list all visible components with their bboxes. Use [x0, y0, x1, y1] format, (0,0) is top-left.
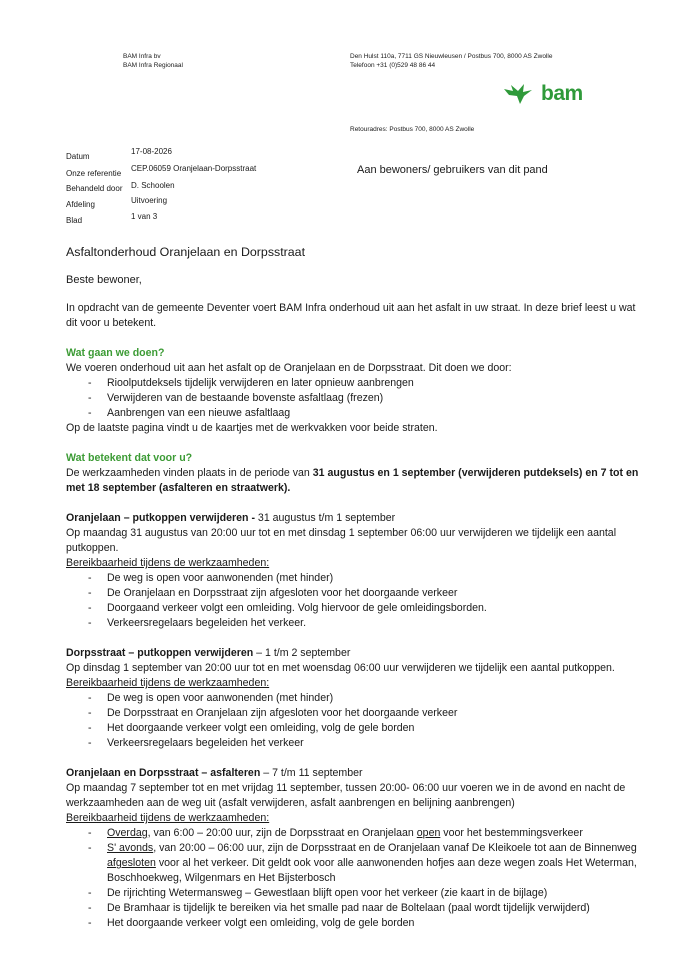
- block-oranjelaan-putkoppen: [66, 511, 648, 631]
- work-list: [66, 376, 648, 421]
- block-dates: – 7 t/m 11 september: [260, 767, 363, 779]
- return-address: Retouradres: Postbus 700, 8000 AS Zwolle: [350, 126, 475, 133]
- bam-logo: [502, 82, 583, 106]
- reference-label: Onze referentie: [66, 169, 122, 178]
- daytime-label: Overdag: [107, 827, 148, 839]
- list-item: [66, 826, 648, 841]
- period-paragraph: [66, 466, 648, 496]
- accessibility-label: Bereikbaarheid tijdens de werkzaamheden:: [66, 557, 270, 569]
- accessibility-list: [66, 691, 648, 751]
- list-item: [66, 841, 648, 886]
- block-title-bold: Dorpsstraat – putkoppen verwijderen: [66, 647, 254, 659]
- list-item: - Aanbrengen van een nieuwe asfaltlaag: [66, 406, 648, 421]
- block-title: [66, 766, 648, 781]
- handled-by-value: D. Schoolen: [131, 181, 175, 190]
- evening-text-end: voor al het verkeer. Dit geldt ook voor alle aanwonenden hofjes aan deze wegen zoals Het Weterman, Boschhoekweg, Wilgenmars en Het Bijsterbosch: [107, 857, 637, 884]
- evening-text: , van 20:00 – 06:00 uur, zijn de Dorpsstraat en de Oranjelaan vanaf De Kleikoele tot aan de Binnenweg: [153, 842, 637, 854]
- list-item: - De Dorpsstraat en Oranjelaan zijn afgesloten voor het doorgaande verkeer: [66, 706, 648, 721]
- list-item: - Het doorgaande verkeer volgt een omleiding, volg de gele borden: [66, 916, 648, 931]
- block-dates: – 1 t/m 2 september: [253, 647, 351, 659]
- block-title-bold: Oranjelaan en Dorpsstraat – asfalteren: [66, 767, 261, 779]
- list-item: - Rioolputdeksels tijdelijk verwijderen en later opnieuw aanbrengen: [66, 376, 648, 391]
- block-title: [66, 511, 648, 526]
- intro-paragraph: In opdracht van de gemeente Deventer voert BAM Infra onderhoud uit aan het asfalt in uw straat. In deze brief leest u wat dit voor u betekent.: [66, 302, 636, 329]
- block-text: Op maandag 7 september tot en met vrijdag 11 september, tussen 20:00- 06:00 uur voeren we in de avond en nacht de werkzaamheden aan de weg uit (asfalt verwijderen, asfalt aanbrengen en belijning aanbrengen): [66, 782, 626, 809]
- accessibility-label: Bereikbaarheid tijdens de werkzaamheden:: [66, 677, 270, 689]
- block-text: Op dinsdag 1 september van 20:00 uur tot en met woensdag 06:00 uur verwijderen we tijdelijk een aantal putkoppen.: [66, 662, 615, 674]
- logo-text: bam: [541, 82, 583, 105]
- address-block: [350, 52, 552, 70]
- section-what-text: We voeren onderhoud uit aan het asfalt op de Oranjelaan en de Dorpsstraat. Dit doen we door:: [66, 362, 512, 374]
- greeting: Beste bewoner,: [66, 274, 142, 286]
- evening-label: S' avonds: [107, 842, 154, 854]
- accessibility-label: Bereikbaarheid tijdens de werkzaamheden:: [66, 812, 270, 824]
- list-item: - Doorgaand verkeer volgt een omleiding. Volg hiervoor de gele omleidingsborden.: [66, 601, 648, 616]
- company-name-block: [123, 52, 183, 70]
- open-label: open: [416, 827, 441, 839]
- list-item: - De Bramhaar is tijdelijk te bereiken via het smalle pad naar de Boltelaan (paal wordt tijdelijk verwijderd): [66, 901, 648, 916]
- list-item: - De Oranjelaan en Dorpsstraat zijn afgesloten voor het doorgaande verkeer: [66, 586, 648, 601]
- address-line-1: Den Hulst 110a, 7711 GS Nieuwleusen / Postbus 700, 8000 AS Zwolle: [350, 53, 553, 60]
- block-dorpsstraat-putkoppen: [66, 646, 648, 751]
- block-title: [66, 646, 648, 661]
- bam-bird-icon: [502, 82, 538, 106]
- date-label: Datum: [66, 152, 90, 161]
- daytime-text-end: voor het bestemmingsverkeer: [440, 827, 583, 839]
- list-item: - De weg is open voor aanwonenden (met hinder): [66, 691, 648, 706]
- list-item: - Het doorgaande verkeer volgt een omleiding, volg de gele borden: [66, 721, 648, 736]
- block-title-bold: Oranjelaan – putkoppen verwijderen -: [66, 512, 258, 524]
- block-dates: 31 augustus t/m 1 september: [257, 512, 396, 524]
- daytime-text: , van 6:00 – 20:00 uur, zijn de Dorpsstraat en Oranjelaan: [147, 827, 417, 839]
- letter-subject: Asfaltonderhoud Oranjelaan en Dorpsstraat: [66, 245, 306, 259]
- recipient-line: Aan bewoners/ gebruikers van dit pand: [357, 164, 548, 176]
- list-item: - Verkeersregelaars begeleiden het verkeer.: [66, 616, 648, 631]
- closed-label: afgesloten: [107, 857, 156, 869]
- reference-value: CEP.06059 Oranjelaan-Dorpsstraat: [131, 164, 257, 173]
- page-label: Blad: [66, 216, 83, 225]
- company-line-1: BAM Infra bv: [123, 53, 161, 60]
- block-text: Op maandag 31 augustus van 20:00 uur tot en met dinsdag 1 september 06:00 uur verwijderen we tijdelijk een aantal putkoppen.: [66, 527, 617, 554]
- handled-by-label: Behandeld door: [66, 184, 123, 193]
- accessibility-list: [66, 826, 648, 931]
- letter-body: [66, 301, 648, 931]
- department-label: Afdeling: [66, 200, 95, 209]
- list-item: - Verkeersregelaars begeleiden het verkeer: [66, 736, 648, 751]
- phone-line: Telefoon +31 (0)529 48 86 44: [350, 62, 436, 69]
- block-asfalteren: [66, 766, 648, 931]
- company-line-2: BAM Infra Regionaal: [123, 62, 183, 69]
- list-item: - Verwijderen van de bestaande bovenste asfaltlaag (frezen): [66, 391, 648, 406]
- section-impact-heading: Wat betekent dat voor u?: [66, 452, 193, 464]
- map-note: Op de laatste pagina vindt u de kaartjes met de werkvakken voor beide straten.: [66, 422, 438, 434]
- page-value: 1 van 3: [131, 212, 158, 221]
- period-text: De werkzaamheden vinden plaats in de periode van: [66, 467, 313, 479]
- section-what-heading: Wat gaan we doen?: [66, 347, 165, 359]
- date-value: 17-08-2026: [131, 147, 172, 156]
- accessibility-list: [66, 571, 648, 631]
- period-dates: 31 augustus en 1 september (verwijderen putdeksels) en 7 tot en met 18 september (asfalteren en straatwerk).: [66, 467, 639, 494]
- list-item: - De rijrichting Wetermansweg – Gewestlaan blijft open voor het verkeer (zie kaart in de bijlage): [66, 886, 648, 901]
- list-item: - De weg is open voor aanwonenden (met hinder): [66, 571, 648, 586]
- department-value: Uitvoering: [131, 196, 168, 205]
